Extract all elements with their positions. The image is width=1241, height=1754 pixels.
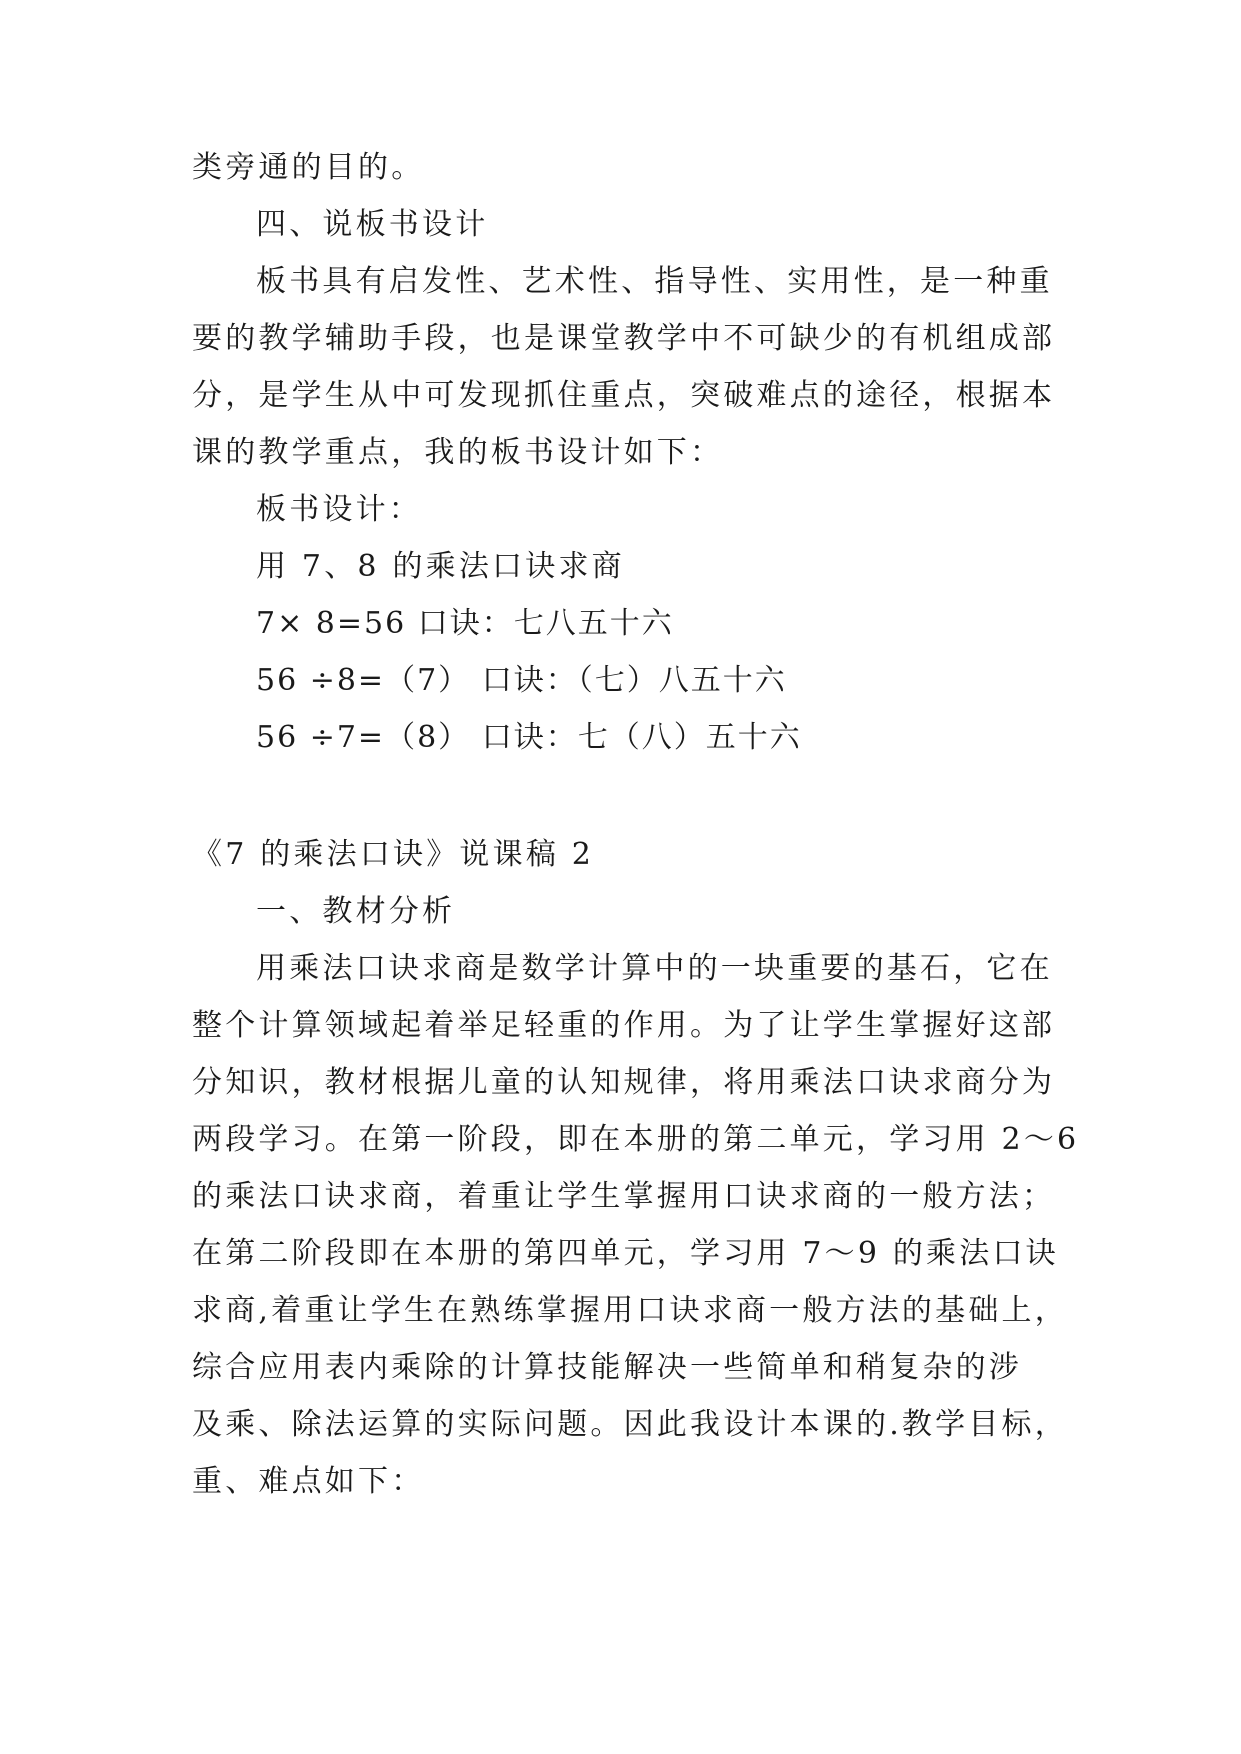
section-heading: 四、说板书设计 bbox=[256, 207, 489, 242]
paragraph-line: 整个计算领域起着举足轻重的作用。为了让学生掌握好这部 bbox=[192, 1008, 1056, 1043]
paragraph-line: 类旁通的目的。 bbox=[192, 150, 425, 185]
document-title: 《7 的乘法口诀》说课稿 2 bbox=[192, 837, 595, 872]
formula-line: 56 ÷8=（7） 口诀：（七）八五十六 bbox=[256, 663, 787, 698]
paragraph-line: 分，是学生从中可发现抓住重点，突破难点的途径，根据本 bbox=[192, 378, 1056, 413]
paragraph-line: 两段学习。在第一阶段，即在本册的第二单元，学习用 2～6 bbox=[192, 1122, 1080, 1157]
paragraph-line: 重、难点如下： bbox=[192, 1464, 425, 1499]
paragraph-line: 分知识，教材根据儿童的认知规律，将用乘法口诀求商分为 bbox=[192, 1065, 1056, 1100]
paragraph-line: 求商,着重让学生在熟练掌握用口诀求商一般方法的基础上， bbox=[192, 1293, 1068, 1328]
paragraph-line: 综合应用表内乘除的计算技能解决一些简单和稍复杂的涉 bbox=[192, 1350, 1022, 1385]
paragraph-line: 在第二阶段即在本册的第四单元，学习用 7～9 的乘法口诀 bbox=[192, 1236, 1059, 1271]
paragraph-line: 课的教学重点，我的板书设计如下： bbox=[192, 435, 724, 470]
paragraph-line: 板书具有启发性、艺术性、指导性、实用性，是一种重 bbox=[256, 264, 1053, 299]
formula-line: 56 ÷7=（8） 口诀：七（八）五十六 bbox=[256, 720, 802, 755]
formula-line: 7× 8=56 口诀：七八五十六 bbox=[256, 606, 674, 641]
board-design-title: 用 7、8 的乘法口诀求商 bbox=[256, 549, 625, 584]
paragraph-line: 及乘、除法运算的实际问题。因此我设计本课的.教学目标， bbox=[192, 1407, 1068, 1442]
paragraph-line: 的乘法口诀求商，着重让学生掌握用口诀求商的一般方法； bbox=[192, 1179, 1056, 1214]
board-design-label: 板书设计： bbox=[256, 492, 422, 527]
section-heading: 一、教材分析 bbox=[256, 894, 456, 929]
paragraph-line: 要的教学辅助手段，也是课堂教学中不可缺少的有机组成部 bbox=[192, 321, 1056, 356]
paragraph-line: 用乘法口诀求商是数学计算中的一块重要的基石，它在 bbox=[256, 951, 1053, 986]
